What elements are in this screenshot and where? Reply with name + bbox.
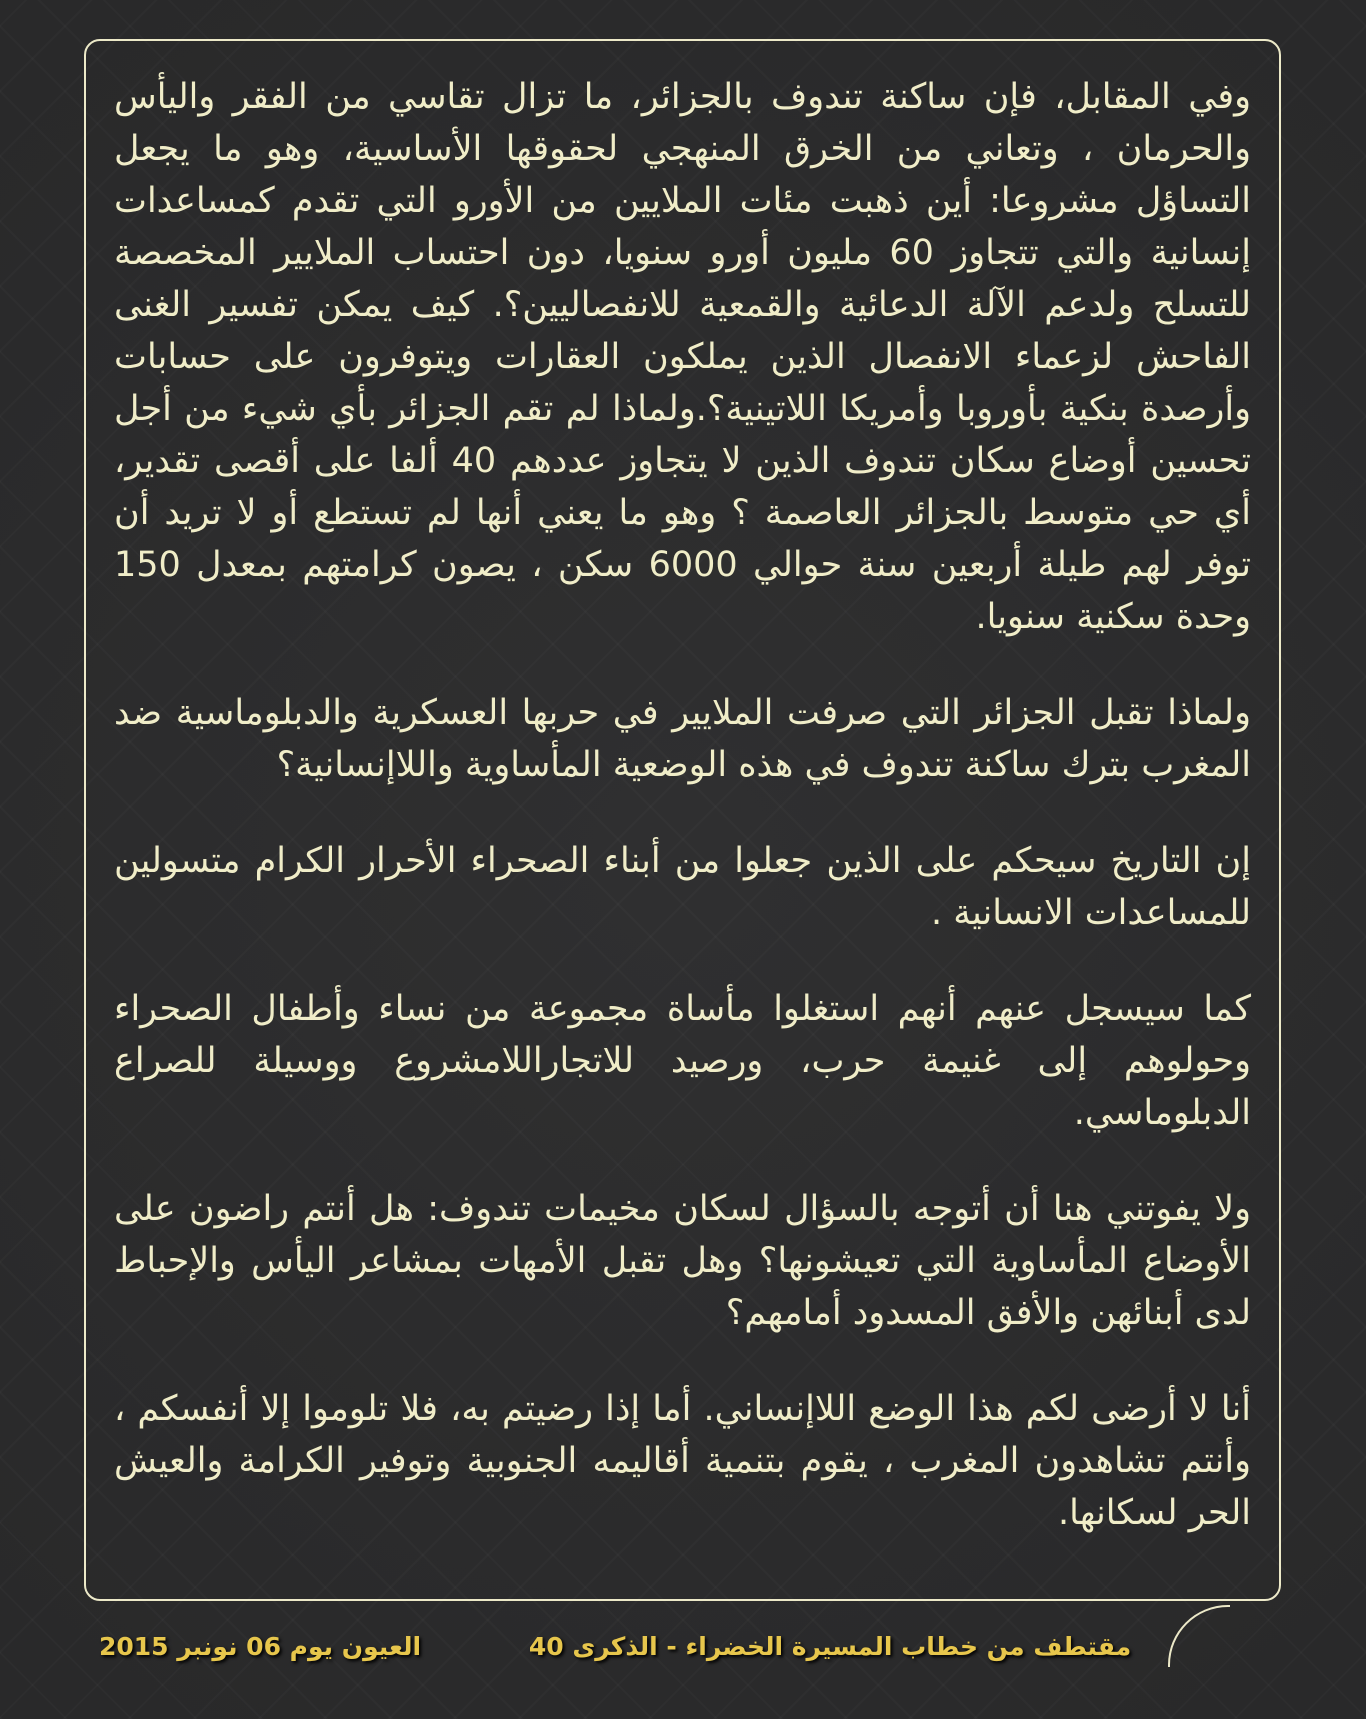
paragraph-4: كما سيسجل عنهم أنهم استغلوا مأساة مجموعة من نساء وأطفال الصحراء وحولوهم إلى غنيمة حرب، ورصيد للاتجاراللامشروع ووسيلة للصراع الدبلوماسي. — [114, 989, 1251, 1133]
footer-source-caption: مقتطف من خطاب المسيرة الخضراء - الذكرى 40 — [528, 1632, 1132, 1661]
paragraph-1: وفي المقابل، فإن ساكنة تندوف بالجزائر، ما تزال تقاسي من الفقر واليأس والحرمان ، وتعاني من الخرق المنهجي لحقوقها الأساسية، وهو ما يجعل التساؤل مشروعا: أين ذهبت مئات الملايين من الأورو التي تقدم كمساعدات إنسانية والتي تتجاوز 60 مليون أورو سنويا، دون احتساب الملايير المخصصة للتسلح ولدعم الآلة الدعائية والقمعية للانفصاليين؟. كيف يمكن تفسير الغنى الفاحش لزعماء الانفصال الذين يملكون العقارات ويتوفرون على حسابات وأرصدة بنكية بأوروبا وأمريكا اللاتينية؟.ولماذا لم تقم الجزائر بأي شيء من أجل تحسين أوضاع سكان تندوف الذين لا يتجاوز عددهم 40 ألفا على أقصى تقدير، أي حي متوسط بالجزائر العاصمة ؟ وهو ما يعني أنها لم تستطع أو لا تريد أن توفر لهم طيلة أربعين سنة حوالي 6000 سكن ، يصون كرامتهم بمعدل 150 وحدة سكنية سنويا. — [114, 77, 1251, 637]
paragraph-2: ولماذا تقبل الجزائر التي صرفت الملايير في حربها العسكرية والدبلوماسية ضد المغرب بترك ساكنة تندوف في هذه الوضعية المأساوية واللاإنسانية؟ — [114, 693, 1251, 785]
quote-frame — [84, 39, 1281, 1601]
paragraph-6: أنا لا أرضى لكم هذا الوضع اللاإنساني. أما إذا رضيتم به، فلا تلوموا إلا أنفسكم ، وأنتم تشاهدون المغرب ، يقوم بتنمية أقاليمه الجنوبية وتوفير الكرامة والعيش الحر لسكانها. — [114, 1389, 1251, 1533]
paragraph-3: إن التاريخ سيحكم على الذين جعلوا من أبناء الصحراء الأحرار الكرام متسولين للمساعدات الانسانية . — [114, 841, 1251, 933]
paragraph-5: ولا يفوتني هنا أن أتوجه بالسؤال لسكان مخيمات تندوف: هل أنتم راضون على الأوضاع المأساوية التي تعيشونها؟ وهل تقبل الأمهات بمشاعر اليأس والإحباط لدى أبنائهن والأفق المسدود أمامهم؟ — [114, 1189, 1251, 1333]
footer-place-date: العيون يوم 06 نونبر 2015 — [98, 1632, 422, 1661]
footer-decorative-curve — [1168, 1605, 1230, 1667]
